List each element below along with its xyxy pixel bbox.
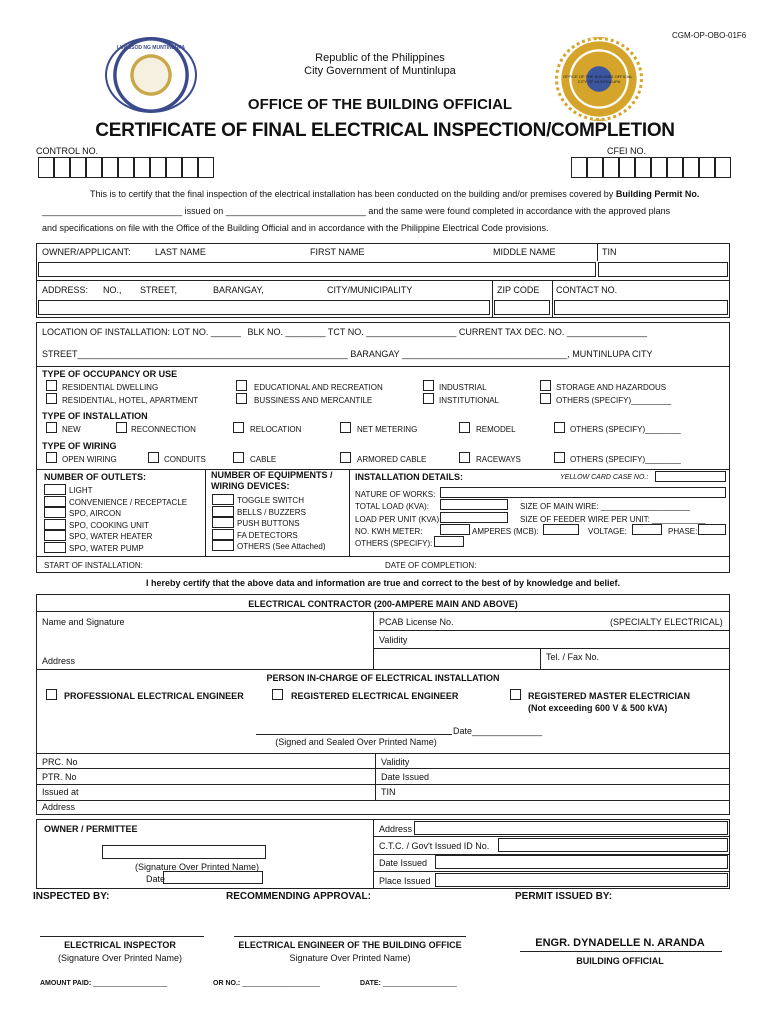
equipment-label: FA DETECTORS: [237, 530, 298, 540]
seal-right-text: OFFICE OF THE BUILDING OFFICIAL · CITY OF MUNTINLUPA: [563, 74, 635, 84]
institutional-checkbox[interactable]: [423, 393, 434, 404]
equipment-label: TOGGLE SWITCH: [237, 496, 304, 505]
cfei-no-digit-box[interactable]: [699, 157, 715, 178]
remodel-checkbox[interactable]: [459, 422, 470, 433]
owner-tin-field[interactable]: [598, 262, 728, 277]
amperes-label: AMPERES (MCB):: [472, 527, 539, 536]
total-load-field[interactable]: [440, 499, 508, 510]
control-no-digit-box[interactable]: [70, 157, 86, 178]
nature-of-works-label: NATURE OF WORKS:: [355, 490, 436, 499]
phase-field[interactable]: [698, 524, 726, 535]
building-official-name: ENGR. DYNADELLE N. ARANDA: [535, 937, 705, 949]
yellow-card-label: YELLOW CARD CASE NO.:: [560, 474, 649, 481]
ptr-no-label: PTR. No: [42, 772, 77, 782]
outlet-count-field[interactable]: [44, 484, 66, 495]
equipment-count-field[interactable]: [212, 529, 234, 540]
engineer-title: ELECTRICAL ENGINEER OF THE BUILDING OFFICE: [238, 940, 462, 950]
inspector-title: ELECTRICAL INSPECTOR: [64, 940, 176, 950]
zip-code-label: ZIP CODE: [497, 285, 540, 295]
office-title: OFFICE OF THE BUILDING OFFICIAL: [247, 96, 513, 113]
issued-on-blank[interactable]: ____________________________: [225, 206, 366, 216]
certify-text-3: and specifications on file with the Office of the Building Official and in accordance with the Philippine Electrical Code provisions.: [42, 223, 549, 233]
footer-date: DATE: ___________________: [360, 980, 457, 987]
zip-code-field[interactable]: [494, 300, 550, 315]
certify-text-2: ____________________________ issued on ____________________________ and the same were found completed in accordance with the approved plans: [42, 206, 671, 216]
incharge-signature-line[interactable]: [256, 734, 452, 735]
control-no-digit-box[interactable]: [38, 157, 54, 178]
installation-others-field[interactable]: ________: [645, 425, 681, 434]
engineer-sig-label: Signature Over Printed Name): [289, 953, 411, 963]
prc-validity-label: Validity: [381, 757, 410, 767]
page-title: CERTIFICATE OF FINAL ELECTRICAL INSPECTION/COMPLETION: [95, 120, 675, 141]
storage-hazardous-checkbox[interactable]: [540, 380, 551, 391]
permit-no-blank[interactable]: ____________________________: [42, 206, 183, 216]
cfei-no-digit-box[interactable]: [619, 157, 635, 178]
new-checkbox[interactable]: [46, 422, 57, 433]
owner-address-field[interactable]: [38, 300, 490, 315]
control-no-digit-box[interactable]: [198, 157, 214, 178]
muntinlupa-city-seal: [105, 37, 197, 113]
address-label: ADDRESS:: [42, 285, 89, 295]
name-signature-label: Name and Signature: [42, 617, 125, 627]
control-no-digit-box[interactable]: [150, 157, 166, 178]
signed-sealed-label: (Signed and Sealed Over Printed Name): [275, 737, 437, 747]
location-line-2: STREET______________________________________________________ BARANGAY _________________________________, MUNTINLUPA CITY: [42, 349, 653, 359]
permit-issued-by-label: PERMIT ISSUED BY:: [515, 891, 613, 902]
outlets-title: NUMBER OF OUTLETS:: [44, 472, 146, 482]
owner-date-label: Date: [146, 874, 166, 884]
or-no: OR NO.: ____________________: [213, 980, 321, 987]
control-no-digit-box[interactable]: [166, 157, 182, 178]
middle-name-label: MIDDLE NAME: [493, 247, 556, 257]
outlet-label: SPO, COOKING UNIT: [69, 520, 150, 530]
phase-label: PHASE:: [668, 527, 698, 536]
educational-checkbox[interactable]: [236, 380, 247, 391]
place-issued-label: Place Issued: [379, 876, 431, 886]
control-no-digit-box[interactable]: [118, 157, 134, 178]
start-installation-label: START OF INSTALLATION:: [44, 561, 143, 570]
address-no-label: NO.,: [103, 285, 122, 295]
outlet-count-field[interactable]: [44, 530, 66, 541]
raceways-checkbox[interactable]: [459, 452, 470, 463]
wiring-others-field[interactable]: ________: [645, 455, 681, 464]
completion-date-label: DATE OF COMPLETION:: [385, 561, 477, 570]
owner-label: OWNER/APPLICANT:: [42, 247, 131, 257]
last-name-label: LAST NAME: [155, 247, 206, 257]
pee-checkbox[interactable]: [46, 689, 57, 700]
inspector-signature-line[interactable]: [40, 936, 204, 937]
occupancy-others-field[interactable]: _________: [631, 396, 672, 405]
equipment-label: OTHERS (See Attached): [237, 542, 326, 551]
blk-no-field[interactable]: ________: [285, 327, 326, 337]
footer-date-field[interactable]: ___________________: [382, 980, 457, 987]
wiring-others-checkbox[interactable]: [554, 452, 565, 463]
owner-date-issued-label: Date Issued: [379, 858, 428, 868]
address-city-label: CITY/MUNICIPALITY: [327, 285, 413, 295]
installation-title: TYPE OF INSTALLATION: [42, 411, 148, 421]
street-field[interactable]: ______________________________________________________: [77, 349, 348, 359]
incharge-title: PERSON IN-CHARGE OF ELECTRICAL INSTALLATION: [266, 673, 500, 683]
equipment-count-field[interactable]: [212, 494, 234, 505]
outlet-label: SPO, WATER HEATER: [69, 532, 153, 541]
business-checkbox[interactable]: [236, 393, 247, 404]
tct-no-field[interactable]: __________________: [366, 327, 457, 337]
load-per-unit-label: LOAD PER UNIT (KVA):: [355, 515, 442, 524]
owner-permittee-address-field[interactable]: [414, 821, 728, 835]
certify-text-1: This is to certify that the final inspection of the electrical installation has been conducted on the building and/or premises covered by Building Permit No.: [90, 189, 700, 199]
contractor-title: ELECTRICAL CONTRACTOR (200-AMPERE MAIN AND ABOVE): [248, 599, 518, 609]
location-line-1: LOCATION OF INSTALLATION: LOT NO. ______ BLK NO. ________ TCT NO. __________________ CURRENT TAX DEC. NO. ________________: [42, 327, 647, 337]
owner-date-field[interactable]: [163, 871, 263, 884]
recommending-approval-label: RECOMMENDING APPROVAL:: [226, 891, 371, 902]
main-wire-label: SIZE OF MAIN WIRE: ____________________: [520, 502, 690, 511]
cable-checkbox[interactable]: [233, 452, 244, 463]
cfei-no-digit-box[interactable]: [667, 157, 683, 178]
control-no-label: CONTROL NO.: [36, 146, 99, 156]
certification-statement: I hereby certify that the above data and information are true and correct to the best of by knowledge and belief.: [145, 578, 621, 588]
kwh-meter-field[interactable]: [440, 524, 470, 535]
amount-paid: AMOUNT PAID: ___________________: [40, 980, 168, 987]
pcab-license-label: PCAB License No.: [379, 617, 454, 627]
contractor-validity-label: Validity: [379, 635, 408, 645]
yellow-card-field[interactable]: [655, 471, 726, 482]
contact-no-label: CONTACT NO.: [556, 285, 618, 295]
or-no-field[interactable]: ____________________: [242, 980, 321, 987]
equipments-title-1: NUMBER OF EQUIPMENTS /: [211, 470, 333, 480]
conduits-checkbox[interactable]: [148, 452, 159, 463]
control-no-digit-box[interactable]: [86, 157, 102, 178]
outlet-label: SPO, WATER PUMP: [69, 543, 144, 553]
control-no-digit-box[interactable]: [54, 157, 70, 178]
owner-address-label: Address: [379, 824, 413, 834]
outlet-count-field[interactable]: [44, 496, 66, 507]
ctc-field[interactable]: [498, 838, 728, 852]
control-no-digit-box[interactable]: [102, 157, 118, 178]
building-official-title: BUILDING OFFICIAL: [576, 956, 664, 966]
residential-dwelling-checkbox[interactable]: [46, 380, 57, 391]
feeder-wire-label: SIZE OF FEEDER WIRE PER UNIT: ____________: [520, 515, 706, 524]
incharge-tin-label: TIN: [381, 787, 396, 797]
details-title: INSTALLATION DETAILS:: [355, 472, 463, 482]
tax-dec-field[interactable]: ________________: [566, 327, 647, 337]
incharge-date-field[interactable]: ______________: [472, 726, 543, 736]
industrial-checkbox[interactable]: [423, 380, 434, 391]
outlet-count-field[interactable]: [44, 542, 66, 553]
outlet-count-field[interactable]: [44, 507, 66, 518]
outlet-label: SPO, AIRCON: [69, 509, 122, 518]
owner-permittee-title: OWNER / PERMITTEE: [44, 824, 138, 834]
barangay-field[interactable]: _________________________________: [402, 349, 568, 359]
incharge-date: Date______________: [453, 726, 543, 736]
owner-signature-label: (Signature Over Printed Name): [134, 862, 260, 872]
incharge-address-label: Address: [42, 802, 76, 812]
relocation-checkbox[interactable]: [233, 422, 244, 433]
installation-others-checkbox[interactable]: [554, 422, 565, 433]
address-street-label: STREET,: [140, 285, 178, 295]
owner-date-issued-field[interactable]: [435, 855, 728, 869]
cfei-no-digit-box[interactable]: [571, 157, 587, 178]
lot-no-field[interactable]: ______: [210, 327, 241, 337]
city-government-line: City Government of Muntinlupa: [304, 65, 456, 77]
tin-label: TIN: [602, 247, 617, 257]
republic-line: Republic of the Philippines: [315, 52, 445, 64]
outlet-label: CONVENIENCE / RECEPTACLE: [69, 497, 188, 507]
rme-checkbox[interactable]: [510, 689, 521, 700]
kwh-meter-label: NO. KWH METER:: [355, 527, 423, 536]
amperes-field[interactable]: [543, 524, 579, 535]
owner-signature-field[interactable]: [102, 845, 266, 859]
armored-cable-checkbox[interactable]: [340, 452, 351, 463]
cfei-no-digit-box[interactable]: [683, 157, 699, 178]
contractor-address-label: Address: [42, 656, 76, 666]
seal-left-text: LUNGSOD NG MUNTINLUPA: [117, 45, 185, 51]
cfei-no-digit-box[interactable]: [651, 157, 667, 178]
inspected-by-label: INSPECTED BY:: [33, 891, 110, 902]
cfei-no-digit-box[interactable]: [603, 157, 619, 178]
wiring-title: TYPE OF WIRING: [42, 441, 117, 451]
form-code: CGM-OP-OBO-01F6: [672, 31, 747, 40]
cfei-no-digit-box[interactable]: [715, 157, 731, 178]
owner-name-field[interactable]: [38, 262, 596, 277]
cfei-no-digit-box[interactable]: [635, 157, 651, 178]
nature-of-works-field[interactable]: [440, 487, 726, 498]
building-official-seal: [555, 37, 643, 121]
feeder-wire-field[interactable]: ____________: [652, 515, 706, 524]
equipment-label: PUSH BUTTONS: [237, 519, 300, 528]
open-wiring-checkbox[interactable]: [46, 452, 57, 463]
outlet-label: LIGHT: [69, 486, 93, 495]
equipment-count-field[interactable]: [212, 540, 234, 551]
first-name-label: FIRST NAME: [310, 247, 365, 257]
place-issued-field[interactable]: [435, 873, 728, 887]
ree-checkbox[interactable]: [272, 689, 283, 700]
engineer-signature-line[interactable]: [234, 936, 466, 937]
address-barangay-label: BARANGAY,: [213, 285, 264, 295]
tel-fax-label: Tel. / Fax No.: [546, 652, 600, 662]
others-specify-label: OTHERS (SPECIFY):: [355, 539, 433, 548]
control-no-digit-box[interactable]: [134, 157, 150, 178]
specialty-label: (SPECIALTY ELECTRICAL): [610, 617, 723, 627]
inspector-sig-label: (Signature Over Printed Name): [57, 953, 183, 963]
total-load-label: TOTAL LOAD (KVA):: [355, 502, 429, 511]
equipments-title-2: WIRING DEVICES:: [211, 481, 290, 491]
amount-paid-field[interactable]: ___________________: [93, 980, 168, 987]
cfei-no-digit-box[interactable]: [587, 157, 603, 178]
voltage-label: VOLTAGE:: [588, 527, 627, 536]
outlet-count-field[interactable]: [44, 519, 66, 530]
issued-at-label: Issued at: [42, 787, 79, 797]
occupancy-others-checkbox[interactable]: [540, 393, 551, 404]
reconnection-checkbox[interactable]: [116, 422, 127, 433]
ptr-date-issued-label: Date Issued: [381, 772, 430, 782]
main-wire-field[interactable]: ____________________: [600, 502, 690, 511]
control-no-digit-box[interactable]: [182, 157, 198, 178]
prc-no-label: PRC. No: [42, 757, 78, 767]
residential-hotel-checkbox[interactable]: [46, 393, 57, 404]
others-specify-field[interactable]: [434, 536, 464, 547]
equipment-count-field[interactable]: [212, 517, 234, 528]
equipment-label: BELLS / BUZZERS: [237, 507, 306, 517]
load-per-unit-field[interactable]: [440, 512, 508, 523]
voltage-field[interactable]: [632, 524, 662, 535]
ctc-label: C.T.C. / Gov't Issued ID No.: [379, 841, 490, 851]
cfei-no-label: CFEI NO.: [607, 146, 647, 156]
equipment-count-field[interactable]: [212, 506, 234, 517]
occupancy-title: TYPE OF OCCUPANCY OR USE: [42, 369, 178, 379]
contact-no-field[interactable]: [554, 300, 728, 315]
net-metering-checkbox[interactable]: [340, 422, 351, 433]
